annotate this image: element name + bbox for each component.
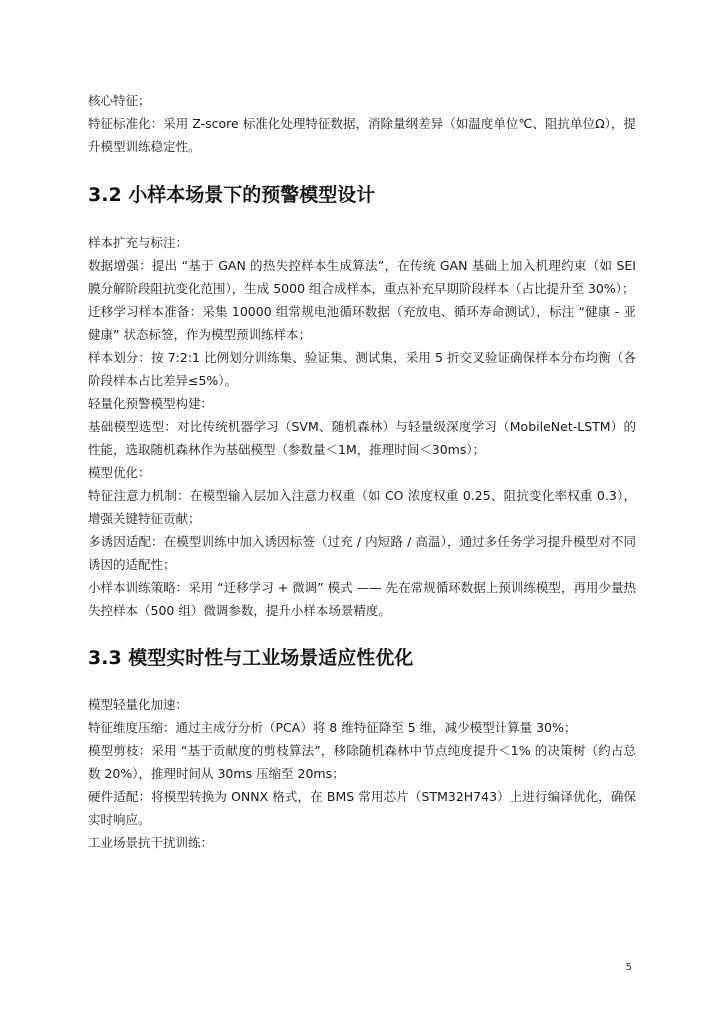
paragraph: 小样本训练策略：采用 “迁移学习 + 微调” 模式 —— 先在常规循环数据上预训练模型，再用少量热失控样本（500 组）微调参数，提升小样本场景精度。	[88, 580, 636, 618]
section-heading-3-3: 3.3 模型实时性与工业场景适应性优化	[88, 647, 414, 669]
paragraph: 特征注意力机制：在模型输入层加入注意力权重（如 CO 浓度权重 0.25、阻抗变化率权重 0.3），增强关键特征贡献；	[88, 488, 636, 526]
paragraph: 工业场景抗干扰训练：	[88, 835, 214, 850]
paragraph: 样本扩充与标注：	[88, 235, 189, 250]
paragraph: 轻量化预警模型构建：	[88, 396, 214, 411]
paragraph: 模型优化：	[88, 465, 151, 480]
paragraph: 样本划分：按 7:2:1 比例划分训练集、验证集、测试集，采用 5 折交叉验证确保样本分布均衡（各阶段样本占比差异≤5%）。	[88, 350, 636, 388]
paragraph: 基础模型选型：对比传统机器学习（SVM、随机森林）与轻量级深度学习（MobileNet-LSTM）的性能，选取随机森林作为基础模型（参数量＜1M，推理时间＜30ms）；	[88, 419, 636, 457]
paragraph: 模型轻量化加速：	[88, 697, 189, 712]
paragraph: 多诱因适配：在模型训练中加入诱因标签（过充 / 内短路 / 高温），通过多任务学习提升模型对不同诱因的适配性；	[88, 534, 636, 572]
paragraph: 模型剪枝：采用 “基于贡献度的剪枝算法”，移除随机森林中节点纯度提升＜1% 的决策树（约占总数 20%），推理时间从 30ms 压缩至 20ms；	[88, 743, 636, 781]
document-page	[88, 89, 636, 854]
paragraph: 迁移学习样本准备：采集 10000 组常规电池循环数据（充放电、循环寿命测试），标注 “健康 - 亚健康” 状态标签，作为模型预训练样本；	[88, 304, 636, 342]
paragraph: 硬件适配：将模型转换为 ONNX 格式，在 BMS 常用芯片（STM32H743）上进行编译优化，确保实时响应。	[88, 789, 636, 827]
page-number: 5	[625, 962, 632, 973]
paragraph: 数据增强：提出 “基于 GAN 的热失控样本生成算法”，在传统 GAN 基础上加入机理约束（如 SEI 膜分解阶段阻抗变化范围），生成 5000 组合成样本，重点补充早期阶段样本（占比提升至 30%）；	[88, 258, 636, 296]
paragraph-core-features: 核心特征；	[88, 93, 151, 108]
paragraph: 特征维度压缩：通过主成分分析（PCA）将 8 维特征降至 5 维，减少模型计算量 30%；	[88, 720, 577, 735]
section-heading-3-2: 3.2 小样本场景下的预警模型设计	[88, 184, 376, 206]
paragraph-feature-standardization: 特征标准化：采用 Z-score 标准化处理特征数据，消除量纲差异（如温度单位℃、阻抗单位Ω），提升模型训练稳定性。	[88, 116, 636, 154]
